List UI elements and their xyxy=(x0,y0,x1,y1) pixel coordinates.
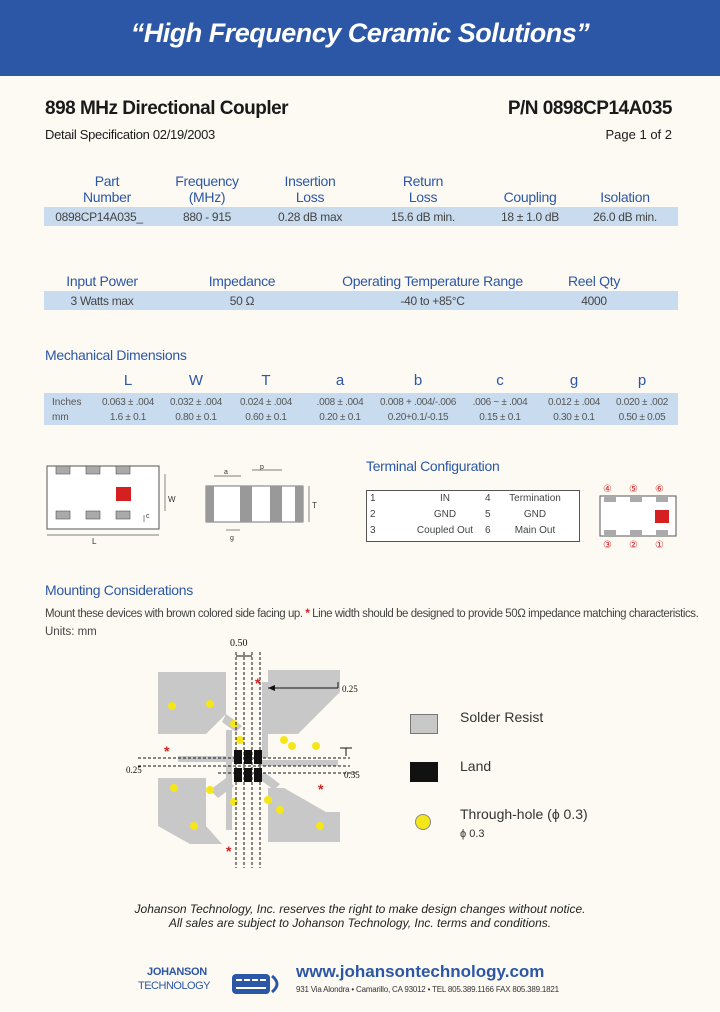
mech-col-L: L xyxy=(123,372,133,389)
pin-label: ④ xyxy=(603,484,612,495)
legend-resist-swatch xyxy=(410,714,438,734)
power-value-input: 3 Watts max xyxy=(70,294,134,308)
mech-mm-p: 0.50 ± 0.05 xyxy=(618,412,666,423)
mech-col-g: g xyxy=(569,372,579,389)
pin-label: ② xyxy=(629,540,638,550)
pad-bottom-1 xyxy=(56,511,70,519)
dim-050: 0.50 xyxy=(230,638,248,649)
via xyxy=(190,822,198,830)
note-star: * xyxy=(305,608,310,620)
land-1 xyxy=(234,750,242,764)
mech-col-b: b xyxy=(413,372,423,389)
via xyxy=(312,742,320,750)
power-value-temperature: -40 to +85°C xyxy=(400,294,465,308)
terminal-table xyxy=(366,490,580,542)
top-view-drawing xyxy=(40,460,180,550)
land-5 xyxy=(244,768,252,782)
via xyxy=(170,784,178,792)
units-note: Units: mm xyxy=(45,626,97,638)
pinout-pad-1 xyxy=(656,530,668,536)
legend-via-label: Through-hole (ϕ 0.3) xyxy=(460,806,588,822)
dim-g-label: g xyxy=(230,535,234,542)
legend-land-label: Land xyxy=(460,758,492,774)
company-address: 931 Via Alondra • Camarillo, CA 93012 • TEL 805.389.1166 FAX 805.389.1821 xyxy=(296,985,559,994)
land-4 xyxy=(234,768,242,782)
spec-header-return: Return Loss xyxy=(402,173,444,205)
side-pad-1 xyxy=(206,486,214,522)
legend-resist-label: Solder Resist xyxy=(460,709,544,725)
mech-row-label-inches: Inches xyxy=(52,397,82,408)
legend-via-sub: ϕ 0.3 xyxy=(460,828,485,840)
via xyxy=(206,700,214,708)
mechanical-title: Mechanical Dimensions xyxy=(45,347,187,363)
pad-top-3 xyxy=(116,466,130,474)
pin-label: ① xyxy=(655,540,664,550)
part-number-title: P/N 0898CP14A035 xyxy=(507,98,672,119)
mech-row-label-mm: mm xyxy=(52,412,69,423)
mech-in-L: 0.063 ± .004 xyxy=(102,397,154,408)
land-2 xyxy=(244,750,252,764)
mech-in-T: 0.024 ± .004 xyxy=(240,397,292,408)
spec-value-coupling: 18 ± 1.0 dB xyxy=(501,210,559,224)
product-title: 898 MHz Directional Coupler xyxy=(45,98,289,119)
power-value-reel: 4000 xyxy=(581,294,607,308)
mech-in-b: 0.008 + .004/-.006 xyxy=(379,397,457,408)
logo-line1: JOHANSON xyxy=(147,966,207,978)
mounting-title: Mounting Considerations xyxy=(45,582,193,598)
resist-trace-right xyxy=(258,760,338,766)
pin-label: ⑥ xyxy=(655,484,664,495)
via xyxy=(230,798,238,806)
mech-in-p: 0.020 ± .002 xyxy=(616,397,668,408)
spec-header-frequency: Frequency (MHz) xyxy=(175,173,239,205)
header-banner xyxy=(0,0,720,76)
via xyxy=(206,786,214,794)
side-view-drawing xyxy=(196,462,326,548)
page-indicator: Page 1 of 2 xyxy=(605,127,672,142)
mech-mm-b: 0.20+0.1/-0.15 xyxy=(387,412,449,423)
banner-title: “High Frequency Ceramic Solutions” xyxy=(130,18,590,48)
resist-top-right xyxy=(268,670,340,734)
mech-col-T: T xyxy=(261,372,271,389)
star-marker: * xyxy=(164,743,170,759)
dim-055: 0.55 xyxy=(344,770,360,780)
land-pattern-drawing xyxy=(118,630,380,880)
pad-top-1 xyxy=(56,466,70,474)
spec-header-part: Part Number xyxy=(83,173,131,205)
mech-mm-W: 0.80 ± 0.1 xyxy=(175,412,217,423)
legend-via-swatch xyxy=(415,814,431,830)
mech-mm-T: 0.60 ± 0.1 xyxy=(245,412,287,423)
legend-land-swatch xyxy=(410,762,438,782)
side-pad-4 xyxy=(295,486,303,522)
spec-header-coupling: Coupling xyxy=(503,189,557,205)
terminal-row: 3 Coupled Out 6 Main Out xyxy=(370,525,556,536)
terminal-row: 2 GND 5 GND xyxy=(370,509,547,520)
logo-mark-icon xyxy=(232,968,288,998)
dim-025-top: 0.25 xyxy=(342,684,358,694)
footer-note-2: All sales are subject to Johanson Technology, Inc. terms and conditions. xyxy=(168,916,552,930)
mech-in-c: .006 ~ ± .004 xyxy=(472,397,528,408)
resist-trace-bottom xyxy=(226,730,232,830)
resist-trace-tr xyxy=(262,682,268,758)
star-marker: * xyxy=(255,675,261,691)
mech-mm-c: 0.15 ± 0.1 xyxy=(479,412,521,423)
power-header-reel: Reel Qty xyxy=(567,273,621,289)
mech-in-a: .008 ± .004 xyxy=(316,397,364,408)
mech-in-g: 0.012 ± .004 xyxy=(548,397,600,408)
dim-T-label: T xyxy=(312,501,317,510)
power-value-impedance: 50 Ω xyxy=(229,294,255,308)
dim-a-label: a xyxy=(224,469,228,476)
spec-value-isolation: 26.0 dB min. xyxy=(593,210,657,224)
pinout-drawing xyxy=(592,480,684,550)
chip-outline xyxy=(47,466,159,529)
mech-col-p: p xyxy=(637,372,647,389)
via xyxy=(264,796,272,804)
power-header-temperature: Operating Temperature Range xyxy=(342,273,523,289)
land-6 xyxy=(254,768,262,782)
via xyxy=(236,736,244,744)
mech-mm-g: 0.30 ± 0.1 xyxy=(553,412,595,423)
spec-header-insertion: Insertion Loss xyxy=(284,173,336,205)
spec-value-part: 0898CP14A035_ xyxy=(55,210,143,224)
mech-mm-L: 1.6 ± 0.1 xyxy=(109,412,147,423)
dim-W-label: W xyxy=(168,495,176,504)
terminal-title: Terminal Configuration xyxy=(366,458,500,474)
via xyxy=(316,822,324,830)
spec-value-frequency: 880 - 915 xyxy=(182,210,231,224)
pad-top-2 xyxy=(86,466,100,474)
orientation-mark xyxy=(116,487,131,501)
pinout-pad-6 xyxy=(656,496,668,502)
pinout-pad-5 xyxy=(630,496,642,502)
terminal-row: 1 IN 4 Termination xyxy=(370,493,561,504)
pin-label: ③ xyxy=(603,540,612,550)
website-link[interactable]: www.johansontechnology.com xyxy=(296,962,545,981)
via xyxy=(276,806,284,814)
spec-date: Detail Specification 02/19/2003 xyxy=(45,127,215,142)
spec-value-insertion: 0.28 dB max xyxy=(277,210,343,224)
mech-mm-a: 0.20 ± 0.1 xyxy=(319,412,361,423)
mounting-note: Mount these devices with brown colored side facing up. * Line width should be designed to provide 50Ω impedance matching characteristics. xyxy=(45,608,699,620)
via xyxy=(280,736,288,744)
spec-value-return: 15.6 dB min. xyxy=(391,210,455,224)
resist-top-left xyxy=(158,672,226,734)
dim-c-label: c xyxy=(146,513,150,520)
power-header-impedance: Impedance xyxy=(208,273,276,289)
mech-col-W: W xyxy=(188,372,204,389)
via xyxy=(168,702,176,710)
via xyxy=(288,742,296,750)
pinout-pad-2 xyxy=(630,530,642,536)
pad-bottom-3 xyxy=(116,511,130,519)
logo-line2: TECHNOLOGY xyxy=(138,980,211,992)
dim-025-left: 0.25 xyxy=(126,765,142,775)
pin-label: ⑤ xyxy=(629,484,638,495)
pinout-pad-4 xyxy=(604,496,616,502)
mech-col-c: c xyxy=(496,372,504,389)
side-body xyxy=(206,486,303,522)
dim-L-label: L xyxy=(92,537,97,546)
dim-p-label: p xyxy=(260,464,264,471)
star-marker: * xyxy=(318,781,324,797)
mech-col-a: a xyxy=(335,372,345,389)
power-header-input: Input Power xyxy=(66,273,138,289)
spec-header-isolation: Isolation xyxy=(600,189,650,205)
side-pad-2 xyxy=(240,486,252,522)
pinout-pad-3 xyxy=(604,530,616,536)
side-pad-3 xyxy=(270,486,282,522)
pinout-orientation-mark xyxy=(655,510,669,523)
star-marker: * xyxy=(226,843,232,859)
mech-in-W: 0.032 ± .004 xyxy=(170,397,222,408)
land-3 xyxy=(254,750,262,764)
footer-note-1: Johanson Technology, Inc. reserves the right to make design changes without notice. xyxy=(134,902,586,916)
resist-bottom-right xyxy=(268,788,340,842)
pad-bottom-2 xyxy=(86,511,100,519)
via xyxy=(230,720,238,728)
